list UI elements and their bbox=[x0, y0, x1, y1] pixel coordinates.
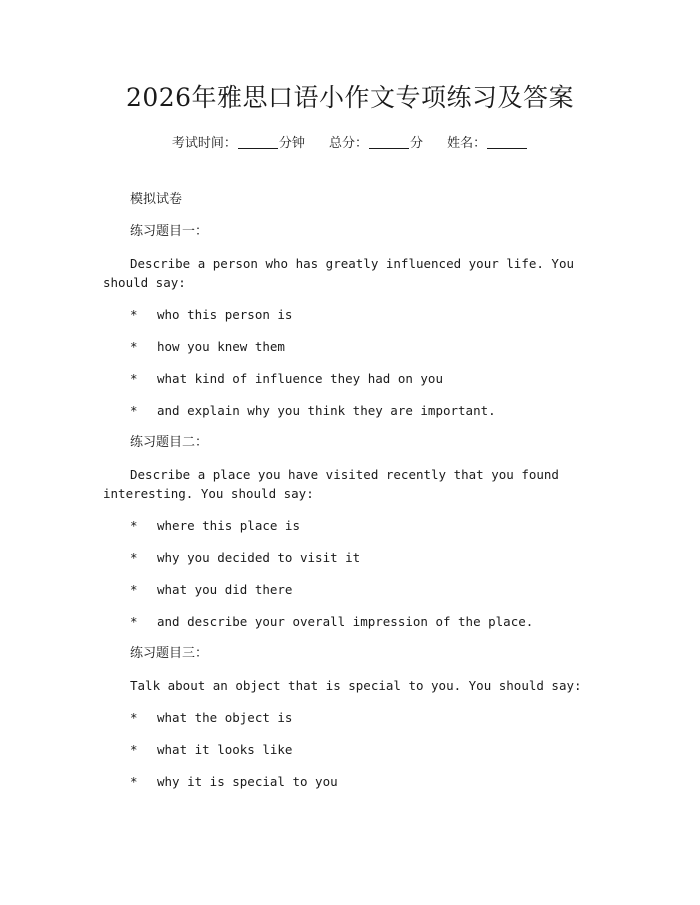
name-blank bbox=[487, 136, 527, 149]
exam-time-label: 考试时间： bbox=[171, 136, 237, 151]
bullet-item: * why it is special to you bbox=[130, 774, 338, 789]
bullet-item: * what it looks like bbox=[130, 742, 293, 757]
section-label: 模拟试卷 bbox=[130, 192, 183, 207]
bullet-item: * where this place is bbox=[130, 518, 300, 533]
question-heading-1: 练习题目一： bbox=[130, 224, 209, 239]
bullet-item: * why you decided to visit it bbox=[130, 550, 361, 565]
question-prompt-3: Talk about an object that is special to you. You should say: bbox=[130, 678, 582, 693]
name-field bbox=[447, 132, 528, 151]
exam-info-line bbox=[0, 132, 700, 151]
bullet-item: * and describe your overall impression of the place. bbox=[130, 614, 534, 629]
question-heading-2: 练习题目二： bbox=[130, 435, 209, 450]
total-score-blank bbox=[369, 136, 409, 149]
bullet-item: * what the object is bbox=[130, 710, 293, 725]
bullet-item: * what kind of influence they had on you bbox=[130, 371, 443, 386]
question-heading-3: 练习题目三： bbox=[130, 646, 209, 661]
bullet-item: * what you did there bbox=[130, 582, 293, 597]
exam-time-field bbox=[172, 132, 305, 151]
exam-time-blank bbox=[238, 136, 278, 149]
bullet-item: * and explain why you think they are important. bbox=[130, 403, 496, 418]
document-body bbox=[103, 190, 589, 791]
page-title: 2026年雅思口语小作文专项练习及答案 bbox=[125, 83, 575, 112]
name-label: 姓名： bbox=[447, 136, 487, 151]
exam-time-unit: 分钟 bbox=[278, 136, 305, 151]
bullet-item: * who this person is bbox=[130, 307, 293, 322]
question-prompt-1: Describe a person who has greatly influenced your life. You should say: bbox=[103, 256, 575, 290]
bullet-item: * how you knew them bbox=[130, 339, 285, 354]
question-prompt-2: Describe a place you have visited recently that you found interesting. You should say: bbox=[103, 467, 559, 501]
total-score-unit: 分 bbox=[410, 136, 424, 151]
total-score-field bbox=[329, 132, 423, 151]
total-score-label: 总分： bbox=[328, 136, 368, 151]
